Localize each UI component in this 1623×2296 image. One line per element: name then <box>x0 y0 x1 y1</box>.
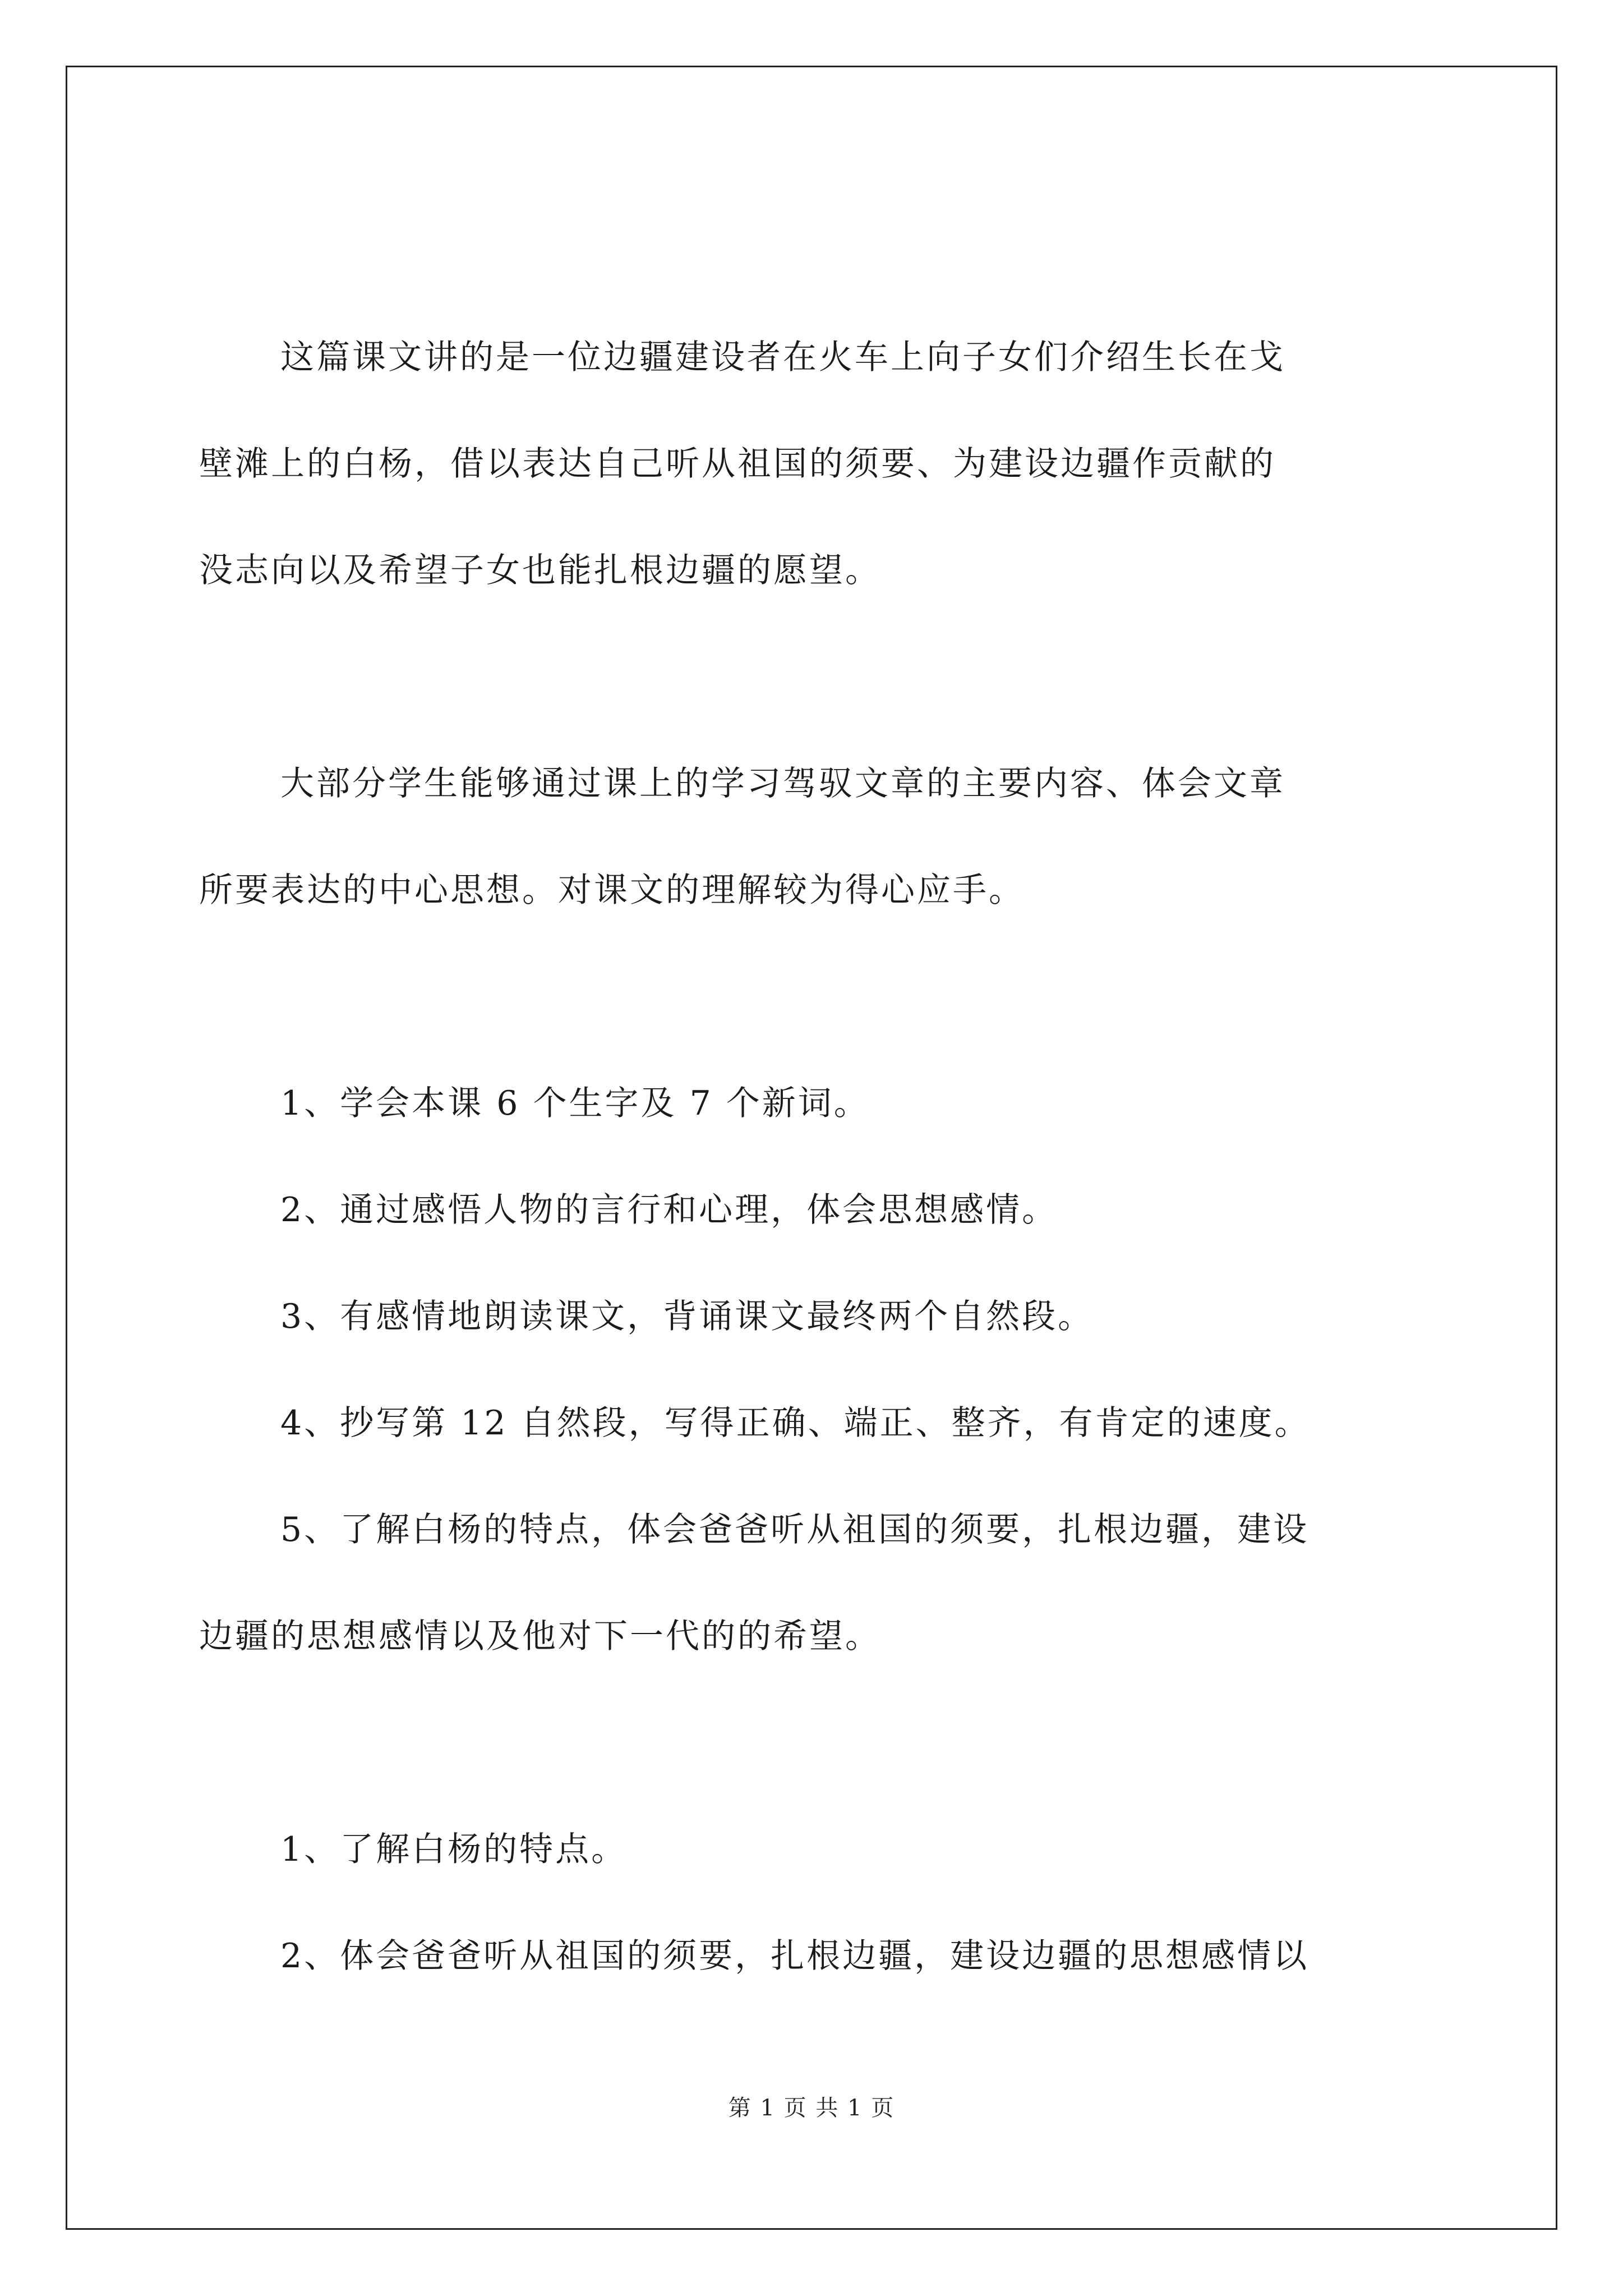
page-footer: 第 1 页 共 1 页 <box>728 2095 895 2121</box>
paragraph-1-line-2: 壁滩上的白杨，借以表达自己听从祖国的须要、为建设边疆作贡献的 <box>199 444 1276 484</box>
objective-item-5-line-2: 边疆的思想感情以及他对下一代的的希望。 <box>199 1617 881 1656</box>
objective-item-5-line-1: 5、了解白杨的特点，体会爸爸听从祖国的须要，扎根边疆，建设 <box>280 1510 1310 1549</box>
keypoint-item-2: 2、体会爸爸听从祖国的须要，扎根边疆，建设边疆的思想感情以 <box>280 1936 1310 1976</box>
keypoint-item-1: 1、了解白杨的特点。 <box>280 1830 628 1869</box>
paragraph-2-line-1: 大部分学生能够通过课上的学习驾驭文章的主要内容、体会文章 <box>280 764 1285 803</box>
objective-item-3: 3、有感情地朗读课文，背诵课文最终两个自然段。 <box>280 1297 1094 1336</box>
objective-item-4: 4、抄写第 12 自然段，写得正确、端正、整齐，有肯定的速度。 <box>280 1404 1311 1443</box>
paragraph-1-line-1: 这篇课文讲的是一位边疆建设者在火车上向子女们介绍生长在戈 <box>280 338 1285 377</box>
paragraph-1-line-3: 没志向以及希望子女也能扎根边疆的愿望。 <box>199 551 881 590</box>
objective-item-2: 2、通过感悟人物的言行和心理，体会思想感情。 <box>280 1190 1058 1230</box>
paragraph-2-line-2: 所要表达的中心思想。对课文的理解较为得心应手。 <box>199 871 1025 910</box>
objective-item-1: 1、学会本课 6 个生字及 7 个新词。 <box>280 1084 870 1123</box>
page-border <box>66 66 1557 2230</box>
